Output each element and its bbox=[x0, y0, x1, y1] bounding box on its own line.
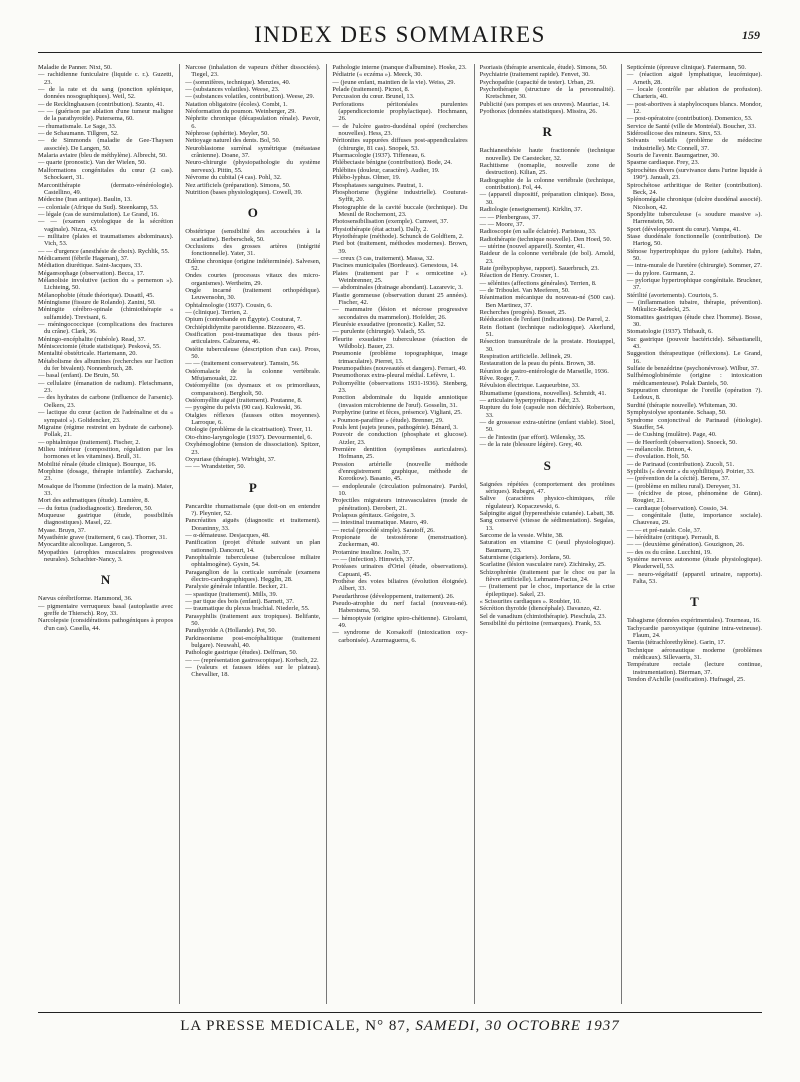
index-entry: Ponction abdominale du liquide amniotique (invasion microbienne de l'œuf). Gosselin, 31. bbox=[332, 394, 468, 409]
index-entry: — spastique (traitement). Mills, 39. bbox=[185, 590, 278, 598]
index-entry: — — et pré-natale. Cole, 37. bbox=[626, 526, 702, 534]
index-entry: Opium (contrebande en Égypte). Couturat, 7. bbox=[185, 316, 302, 324]
index-entry: — cardiaque (observation). Cossio, 34. bbox=[626, 504, 728, 512]
index-entry: Poliomyélite (observations 1931-1936). Stenberg, 23. bbox=[332, 379, 468, 395]
index-entry: — — Pfenbergrass, 37. bbox=[479, 213, 541, 221]
index-entry: Pathologie gastrique (études). Delfman, 50. bbox=[185, 649, 298, 657]
index-entry: Milieu intérieur (composition, régulation par les hormones et les vitamines). Brull, 31. bbox=[38, 445, 174, 461]
index-entry: Narcose (inhalation de vapeurs d'éther dissociées). Tiegel, 23. bbox=[185, 64, 321, 79]
index-entry: Radiothérapie (technique nouvelle). Den Hoed, 50. bbox=[479, 235, 612, 243]
index-entry: — par tique des bois (enfant). Barnett, 37. bbox=[185, 598, 294, 605]
index-entry: Stérilité (avortements). Courtois, 5. bbox=[626, 291, 718, 299]
index-entry: Solvants volatils (problème de médecine industrielle). Mc Connell, 37. bbox=[626, 137, 763, 152]
index-entry: Pancréatites aiguës (diagnostic et traitement). Doraninny, 33. bbox=[185, 517, 321, 532]
index-entry: Oxyhémoglobine (tension de dissociation). Spitzer, 23. bbox=[185, 441, 321, 456]
index-entry: Psychothérapie (structure de la personnalité). Kretschmer, 30. bbox=[479, 86, 615, 101]
index-entry: Réanimation mécanique du nouveau-né (500 cas). Ben Martinez, 37. bbox=[479, 294, 615, 309]
index-entry: Sel de vanadium (chimiothérapie). Pieschula, 23. bbox=[479, 612, 607, 620]
index-entry: Spirochétose arthritique de Reiter (contribution). Beck, 24. bbox=[626, 181, 763, 196]
page-number: 159 bbox=[742, 28, 760, 42]
index-entry: Rééducation de l'enfant (indications). De Parrel, 2. bbox=[479, 316, 611, 324]
index-entry: Schizophrénie (traitement par le choc ou par la fièvre artificielle). Lehmann-Facius, 24. bbox=[479, 568, 615, 583]
index-column-1 bbox=[38, 64, 173, 1004]
index-entry: — pyogène du pelvis (90 cas). Kulowski, 36. bbox=[185, 404, 302, 412]
index-entry: — (problème en milieu rural). Dereyser, 31. bbox=[626, 482, 741, 490]
index-entry: Réaction de Henry. Crosner, 1. bbox=[479, 272, 559, 280]
index-entry: Mentalité obstétricale. Hartemann, 20. bbox=[38, 350, 138, 358]
index-entry: — intra-murale de l'uretère (chirurgie). Sommer, 27. bbox=[626, 262, 762, 270]
index-entry: Mort des asthmatiques (étude). Lumière, 8. bbox=[38, 497, 150, 505]
index-entry: — des os du crâne. Lucchini, 19. bbox=[626, 548, 712, 556]
index-entry: Méningisme (fissure de Rolando). Zanini, 50. bbox=[38, 299, 156, 306]
index-entry: Morphine (dosage, thérapie infantile). Zacharski, 23. bbox=[38, 467, 174, 483]
index-entry: Pneumothorax extra-pleural médial. Lefèvre, 1. bbox=[332, 372, 455, 380]
index-entry: — de la rate (blessure légère). Grey, 40. bbox=[479, 441, 583, 449]
index-entry: Tendon d'Achille (ossification). Hufnagel, 25. bbox=[626, 676, 745, 684]
index-entry: Nettoyage naturel des dents. Bol, 50. bbox=[185, 137, 281, 145]
index-entry: Pouvoir de conduction (phosphate et glucose). Atzler, 23. bbox=[332, 431, 468, 446]
index-entry: — syndrome de Korsakoff (intoxication oxy-carbonisée). Azurmaguerra, 6. bbox=[332, 629, 468, 644]
index-entry: — de Recklinghausen (contribution). Szanto, 41. bbox=[38, 100, 165, 108]
index-entry: Mélanophobie (étude théorique). Dusattl, 45. bbox=[38, 291, 155, 299]
index-entry: — rhumatismale. Le Sage, 33. bbox=[38, 122, 117, 130]
index-entry: — mammaire (lésion et nécrose progressive secondaires du mammelon). Hofelder, 26. bbox=[332, 306, 468, 321]
index-entry: Parathyroïde A (Hollande). Pot, 50. bbox=[185, 627, 277, 635]
index-entry: Rate (préhypophyse, rapport). Sauerbruch, 23. bbox=[479, 264, 600, 272]
index-entry: Suggestion thérapeutique (réflexions). Le Grand, 16. bbox=[626, 350, 763, 365]
index-entry: — purulente (chirurgie). Valach, 55. bbox=[332, 328, 426, 336]
index-entry: Psoriasis (thérapie arsenicale, étude). Simons, 50. bbox=[479, 64, 608, 71]
index-entry: « Poumon-paraffine » (étude). Brenner, 29. bbox=[332, 416, 444, 424]
index-entry: Œdème chronique (origine indéterminée). Salvesen, 52. bbox=[185, 257, 321, 272]
index-entry: — d'ovulation. Holt, 50. bbox=[626, 453, 690, 461]
index-entry: Phlébo-lyphus. Olmer, 19. bbox=[332, 174, 401, 182]
index-entry: Malformations congénitales du cœur (2 cas). Schockaert, 31. bbox=[38, 166, 174, 182]
issue-date: SAMEDI, 30 OCTOBRE 1937 bbox=[415, 1018, 620, 1034]
index-entry: Rêve. Roger, 7. bbox=[479, 375, 520, 383]
index-entry: Pied bot (traitement, méthodes modernes). Brown, 39. bbox=[332, 240, 468, 255]
index-entry: Pseudo-atrophie du nerf facial (nouveau-né). Haberstsma, 50. bbox=[332, 600, 468, 615]
index-entry: Maladie de Panner. Nixt, 50. bbox=[38, 64, 112, 71]
index-entry: Sarcome de la vessie. White, 38. bbox=[479, 531, 564, 539]
index-column-4 bbox=[474, 64, 615, 1004]
index-entry: Spondylite tuberculeuse (« soudure massive »). Harrenstein, 50. bbox=[626, 210, 763, 226]
index-entry: — (jeune enfant, maintien de la vie). Weiss, 29. bbox=[332, 78, 456, 86]
index-entry: Neuro-chirurgie (physiopathologie du système nerveux). Pittin, 55. bbox=[185, 159, 321, 174]
index-entry: — — d'urgence (anesthésie de choix). Rychlik, 55. bbox=[38, 247, 170, 255]
index-entry: Natation obligatoire (écoles). Combt, 1. bbox=[185, 100, 288, 108]
section-letter: P bbox=[248, 479, 257, 495]
index-entry: Respiration artificielle. Jellinek, 29. bbox=[479, 353, 572, 361]
index-columns bbox=[38, 64, 762, 1004]
index-entry: Marconithérapie (dermato-vénéréologie). Castellino, 49. bbox=[38, 181, 174, 196]
index-entry: Pouls lent (sujets jeunes, pathogénie). Bénard, 3. bbox=[332, 423, 458, 431]
index-entry: Stase duodénale fonctionnelle (contribution). De Hartog, 50. bbox=[626, 232, 763, 248]
index-entry: Physiothérapie (état actuel). Dally, 2. bbox=[332, 225, 428, 233]
index-column-5 bbox=[621, 64, 762, 1004]
index-entry: Stomatologie (1937). Thibault, 6. bbox=[626, 328, 713, 336]
index-entry: — — (examen cytologique de la sécrétion vaginale). Nizza, 43. bbox=[38, 218, 174, 233]
index-entry: — post-abortives à staphylocoques blancs. Mondor, 12. bbox=[626, 100, 763, 116]
index-entry: Nævus cérébriforme. Hammond, 36. bbox=[38, 595, 133, 603]
index-entry: Phosphatases sanguines. Pautrat, 1. bbox=[332, 181, 424, 189]
index-entry: Perforations péritonéales purulentes (appendicectomie prophylactique). Hochmann, 26. bbox=[332, 100, 468, 123]
index-entry: Ossification post-traumatique des tissus péri-articulaires. Calzarena, 46. bbox=[185, 331, 321, 346]
index-entry: Piscines municipales (Bordeaux). Genestous, 14. bbox=[332, 262, 459, 270]
index-entry: Température rectale (lecture continue, instrumentation). Bierman, 37. bbox=[626, 661, 763, 676]
index-entry: Oto-rhino-laryngologie (1937). Devourmentel, 6. bbox=[185, 433, 313, 441]
index-entry: Tabagisme (données expérimentales). Tourneau, 16. bbox=[626, 617, 761, 625]
index-entry: Salpingite aiguë (hyperesthésie cutanée). Labatt, 38. bbox=[479, 509, 615, 517]
index-entry: Protamine insuline. Joslin, 37. bbox=[332, 548, 411, 556]
index-entry: Rachianesthésie haute fractionnée (technique nouvelle). De Caestecker, 32. bbox=[479, 147, 615, 162]
index-entry: Ostéomyélite aiguë (traitement). Poutanne, 8. bbox=[185, 397, 303, 405]
index-entry: Oxyuriase (thérapie). Wirbight, 37. bbox=[185, 455, 276, 463]
index-entry: — — (infection). Himwich, 37. bbox=[332, 556, 415, 564]
index-entry: Suc gastrique (pouvoir bactéricide). Sébastianelli, 43. bbox=[626, 335, 763, 351]
index-entry: — (traitement par le choc, importance de la crise épileptique). Sakel, 23. bbox=[479, 583, 615, 598]
index-entry: — sélénites (affections générales). Terrien, 8. bbox=[479, 279, 597, 287]
index-entry: — mélancolie. Brinon, 4. bbox=[626, 445, 693, 453]
index-entry: — (prévention de la cécité). Berens, 37. bbox=[626, 475, 730, 483]
index-entry: Migraine (régime restreint en hydrate de carbone). Pollak, 21. bbox=[38, 423, 174, 439]
index-entry: — de grossesse extra-utérine (enfant viable). Stoel, 50. bbox=[479, 419, 615, 434]
section-letter: R bbox=[542, 124, 552, 140]
index-entry: Méniscectomie (étude statistique). Pesková, 55. bbox=[38, 343, 161, 351]
index-entry: Sténose hypertrophique du pylore (adulte). Hahn, 50. bbox=[626, 247, 763, 262]
index-entry: Neuroblastome surrénal symétrique (métastase crânienne). Doane, 37. bbox=[185, 144, 321, 160]
index-entry: Taenia (tétrachlorethylène). Garin, 17. bbox=[626, 639, 726, 647]
index-entry: Suppuration chronique de l'oreille (opération ?). Ledoux, 8. bbox=[626, 387, 763, 402]
index-entry: Myocardite alcoolique. Langeron, 5. bbox=[38, 541, 133, 549]
index-entry: Péritonites suppurées diffuses post-appendiculaires (chirurgie, 81 cas). Snopek, 53. bbox=[332, 137, 468, 152]
index-entry: Projectiles migrateurs intravasculaires (mode de pénétration). Derobert, 21. bbox=[332, 497, 468, 512]
index-entry: Salive (caractères physico-chimiques, rôle régulateur). Kopaczewski, 6. bbox=[479, 495, 615, 510]
index-entry: Méningite cérébro-spinale (chimiothérapie « sulfamide). Trevisani, 6. bbox=[38, 306, 174, 321]
index-entry: Muqueuse gastrique (étude, possibilités diagnostiques). Masel, 22. bbox=[38, 511, 174, 527]
index-entry: Néoformation du poumon. Weinberger, 29. bbox=[185, 108, 296, 116]
section-letter: T bbox=[690, 594, 699, 610]
index-entry: Symphysiolyse spontanée. Schaap, 50. bbox=[626, 409, 727, 417]
index-entry: Protéases urinaires d'Oriel (étude, observations). Capuani, 45. bbox=[332, 563, 468, 578]
index-entry: — neuro-végétatif (appareil urinaire, rapports). Falta, 53. bbox=[626, 570, 763, 586]
index-entry: Nutrition (bases physiologiques). Cowell, 39. bbox=[185, 188, 303, 196]
index-entry: Sensibilité du péritoine (remarques). Frank, 53. bbox=[479, 620, 602, 628]
index-entry: Sécrétion thyroïde (diencéphale). Davanzo, 42. bbox=[479, 605, 601, 613]
index-entry: — de Parinaud (contribution). Zucoli, 51. bbox=[626, 460, 735, 468]
index-entry: Phosphorisme (hygiène industrielle). Couturat-Syffit, 20. bbox=[332, 188, 468, 204]
index-entry: — rectal (procédé simple). Saratoff, 26. bbox=[332, 526, 435, 534]
page-footer bbox=[38, 1012, 762, 1037]
index-entry: « Scissurites cardiaques ». Roubier, 10. bbox=[479, 598, 581, 605]
index-entry: — de l'intestin (par effort). Wilensky, 35. bbox=[479, 433, 586, 441]
index-entry: Saignées répétées (comportement des protéines sériques). Rubegni, 47. bbox=[479, 480, 615, 495]
index-entry: — — (deuxième génération). Gouzignon, 26. bbox=[626, 541, 745, 549]
index-entry: Pédiatrie (« eczéma »). Meeck, 30. bbox=[332, 71, 423, 79]
index-entry: Porphyrine (urine et fèces, présence). Vigliani, 25. bbox=[332, 409, 463, 417]
index-entry: — de Heerfordt (observation). Snoeck, 50. bbox=[626, 438, 737, 446]
section-letter: S bbox=[543, 457, 551, 473]
index-entry: — utérine (nouvel appareil). Szenter, 41. bbox=[479, 242, 585, 250]
index-entry: Saturation en vitamine C (seuil physiologique). Baumann, 23. bbox=[479, 539, 615, 554]
index-entry: — du pylore. Gurmann, 2. bbox=[626, 269, 695, 277]
index-entry: — (clinique). Terrien, 2. bbox=[185, 308, 248, 316]
index-entry: — — (guérison par ablation d'une tumeur maligne de la parathyroïde). Putersema, 60. bbox=[38, 108, 174, 123]
index-entry: — militaire (plaies et traumatismes abdominaux). Vich, 53. bbox=[38, 232, 174, 248]
index-entry: Obstétrique (sensibilité des accouchées à la scarlatine). Berberschek, 50. bbox=[185, 228, 321, 243]
index-entry: Myopathies (atrophies musculaires progressives neurales). Schachter-Nancy, 3. bbox=[38, 548, 174, 564]
index-entry: Mélanolisie involutive (action du « pernemon »). Lichteing, 50. bbox=[38, 276, 174, 292]
index-entry: Pelade (traitement). Picnot, 8. bbox=[332, 86, 410, 94]
index-entry: Pyothorax (données statistiques). Missira, 26. bbox=[479, 108, 598, 116]
index-entry: — lactique du cœur (action de l'adrénaline et du « sympatol »). Goltdencker, 23. bbox=[38, 409, 174, 424]
index-entry: Pathologie interne (manque d'albumine). Hoske, 23. bbox=[332, 64, 467, 71]
index-entry: Rachitisme (nomaplie, nouvelle zone de destruction). Kilian, 25. bbox=[479, 162, 615, 177]
index-entry: Sport (développement du cœur). Vampa, 41. bbox=[626, 225, 741, 233]
index-entry: Méningo-encéphalite (rubéole). Read, 37. bbox=[38, 335, 146, 343]
index-entry: Rein flottant (technique radiologique). Akerlund, 51. bbox=[479, 323, 615, 338]
index-entry: Mégaœsophage (observation). Becca, 17. bbox=[38, 269, 145, 277]
index-entry: Spirochètes divers (survivance dans l'urine liquide à 190°). Januali, 23. bbox=[626, 166, 763, 182]
index-entry: — de Simmonds (maladie de Gee-Thaysen associée). De Langen, 50. bbox=[38, 137, 174, 152]
index-entry: Ongle incarné (traitement orthopédique). Leuwensohn, 30. bbox=[185, 286, 321, 302]
index-entry: Sulfhémoglobinémie (origine : intoxication médicamenteuse). Polak Daniels, 50. bbox=[626, 372, 763, 387]
index-entry: Psychiatrie (traitement rapide). Fenvet, 30. bbox=[479, 71, 590, 79]
index-entry: Système nerveux autonome (étude physiologique). Pleaderwell, 53. bbox=[626, 556, 763, 571]
index-entry: Phytothérapie (méthode). Schunck de Goldfiem, 2. bbox=[332, 232, 464, 240]
index-entry: Syndrome conjonctival de Parinaud (étiologie). Stauffer, 54. bbox=[626, 416, 763, 431]
index-entry: Mosaïque de l'homme (infection de la main). Maier, 33. bbox=[38, 482, 174, 497]
index-entry: Service de Santé (ville de Montréal). Boucher, 33. bbox=[626, 122, 756, 130]
issue-number: N° 87, bbox=[365, 1018, 411, 1034]
index-entry: Résection transurétrale de la prostate. Houtappel, 30. bbox=[479, 338, 615, 353]
index-entry: Pneumonie (problème topographique, image trimaculaire). Pierret, 13. bbox=[332, 350, 468, 365]
page-title: INDEX DES SOMMAIRES bbox=[254, 22, 546, 47]
index-entry: Pression artérielle (nouvelle méthode d'enregistrement graphique, méthode de Korotkow). Basanio, 45. bbox=[332, 460, 468, 483]
index-entry: — (réaction aiguë lymphatique, leucémique). Arneth, 28. bbox=[626, 71, 763, 86]
index-entry: — articulaire hyperpyrétique. Fahr, 23. bbox=[479, 397, 581, 405]
index-entry: Ostéite tuberculeuse (description d'un cas). Pross, 50. bbox=[185, 345, 321, 361]
index-entry: Néphrite chronique (décapsulation rénale). Pavoir, 6. bbox=[185, 115, 321, 130]
index-entry: — abdominales (drainage abondant). Lazarevic, 3. bbox=[332, 284, 463, 292]
index-entry: Plaies (traitement par l' « ormicetine »). Weinbrenner, 25. bbox=[332, 269, 468, 284]
index-column-3 bbox=[326, 64, 467, 1004]
index-entry: Sang conservé (vitesse de sédimentation). Segalas, 13. bbox=[479, 517, 615, 532]
index-entry: Médecine (Iran antique). Baulin, 13. bbox=[38, 196, 132, 204]
index-entry: — creux (3 cas, traitement). Massa, 32. bbox=[332, 254, 434, 262]
index-entry: Radioscopie (en salle éclairée). Paristeau, 33. bbox=[479, 228, 597, 236]
index-entry: — — Wrandstetter, 50. bbox=[185, 463, 246, 471]
index-entry: — de Cushing (mulâtre). Page, 40. bbox=[626, 431, 717, 439]
index-entry: — cellulaire (émanation de radium). Fleischmann, 23. bbox=[38, 379, 174, 395]
index-entry: — α-démateuse. Desjacques, 48. bbox=[185, 531, 270, 539]
index-entry: Occlusions des grosses artères (intégrité fonctionnelle). Yater, 31. bbox=[185, 242, 321, 258]
index-entry: Ostéomalacie de la colonne vertébrale. Mfujamouakt, 22. bbox=[185, 367, 321, 383]
index-entry: Panification (projet d'étude suivant un plan rationnel). Dancourt, 14. bbox=[185, 539, 321, 554]
index-entry: Sulfate de benzédrine (psychonévrose). Wilbur, 37. bbox=[626, 365, 759, 373]
index-entry: — de Schaumann. Tillgren, 52. bbox=[38, 130, 119, 138]
index-entry: Métabolisme des albumines (recherches sur l'action du fer bivalent). Nonnenbruch, 28. bbox=[38, 357, 174, 373]
index-entry: Radiographie de la colonne vertébrale (technique, contribution). Fol, 44. bbox=[479, 176, 615, 192]
footer-line bbox=[38, 1018, 762, 1035]
index-entry: Souris de l'avenir. Baumgartner, 30. bbox=[626, 152, 720, 160]
index-entry: — ophtalmique (traitement). Fischer, 2. bbox=[38, 438, 141, 446]
index-entry: Médicament (fébrile Hagenan), 37. bbox=[38, 254, 129, 262]
index-entry: Néphrose (sphérite). Meyler, 50. bbox=[185, 130, 269, 138]
index-entry: Ophtalmologie (1937). Cousin, 6. bbox=[185, 301, 273, 309]
index-entry: Recherches (progrès). Bosset, 25. bbox=[479, 308, 567, 316]
index-entry: Otologie (problème de la cicatrisation). Treer, 11. bbox=[185, 426, 313, 434]
index-entry: Parkinsonisme post-encéphalitique (traitement bulgare). Neuwahl, 40. bbox=[185, 634, 321, 650]
index-entry: Paraganglion de la corticale surrénale (examens électro-cardiographiques). Hegglin, 28. bbox=[185, 568, 321, 583]
index-entry: Plastie gommeuse (observation durant 25 années). Fischer, 42. bbox=[332, 291, 468, 306]
index-entry: — — Moore, 37. bbox=[479, 220, 525, 228]
index-entry: Pleurite exsudative tuberculeuse (réaction de Wildbolz). Bauer, 23. bbox=[332, 335, 468, 351]
index-entry: Narcolepsie (considérations pathogéniques à propos d'un cas). Casella, 44. bbox=[38, 617, 174, 632]
index-entry: — héréditaire (critique). Perrault, 8. bbox=[626, 534, 720, 541]
index-entry: Propionate de testostérone (menstruation). Zuckerman, 40. bbox=[332, 534, 468, 549]
index-entry: Raideur de la colonne vertébrale (de bol). Arnold, 23. bbox=[479, 250, 615, 265]
index-entry: Réunion de gastro-entérologie de Marseille, 1936. bbox=[479, 367, 609, 375]
index-entry: Médiation diurétique. Saint-Jacques, 33. bbox=[38, 262, 143, 270]
index-entry: — traumatique du plexus brachial. Niederle, 55. bbox=[185, 605, 310, 613]
index-entry: Publicité (ses pompes et ses œuvres). Mauriac, 14. bbox=[479, 100, 610, 108]
index-entry: — (récidive de ptose, phénomène de Günn). Rougier, 21. bbox=[626, 489, 763, 505]
index-entry: Névrome du cubital (4 cas). Pohl, 32. bbox=[185, 174, 282, 182]
section-letter: N bbox=[100, 572, 111, 588]
index-entry: Photographie de la cavité buccale (technique). Du Mesnil de Rochemont, 23. bbox=[332, 203, 468, 218]
index-entry: Pseudarthrose (développement, traitement). 26. bbox=[332, 592, 455, 600]
index-entry: Malaria aviaire (bleu de méthylène). Albrecht, 50. bbox=[38, 152, 167, 160]
index-entry: Tachycardie paroxystique (quinine intra-veineuse). Flaum, 24. bbox=[626, 624, 763, 640]
index-entry: Restauration de la peau du pénis. Brown, 38. bbox=[479, 360, 596, 368]
index-entry: — de Triboulet. Van Meeferen, 50. bbox=[479, 286, 570, 294]
index-entry: Myasthénie grave (traitement, 6 cas). Thorner, 31. bbox=[38, 534, 168, 541]
index-entry: — post-opératoire (contribution). Domenico, 53. bbox=[626, 115, 753, 123]
index-entry: Pharmacologie (1937). Tiffeneau, 6. bbox=[332, 152, 426, 160]
index-entry: Psychopathie (capacité de tester). Urban, 29. bbox=[479, 78, 595, 86]
index-entry: — rachidienne funiculaire (liquide c. r.). Guzetti, 23. bbox=[38, 71, 174, 86]
index-entry: — (inflammation tubaire, thérapie, prévention). Mikulicz-Radecki, 25. bbox=[626, 299, 763, 314]
index-entry: Prothèse des voies biliaires (évolution éloignée). Albert, 33. bbox=[332, 578, 468, 593]
index-entry: Myase. Bruyn, 37. bbox=[38, 526, 86, 534]
index-entry: Parasyphilis (traitement aux tropiques). Belifante, 50. bbox=[185, 612, 321, 628]
index-entry: — quarte (pronostic). Van der Wielen, 50. bbox=[38, 159, 147, 167]
index-entry: Ostéomyélite (os dysmaux et os primordiaux, comparaison). Bergholt, 50. bbox=[185, 382, 321, 397]
index-entry: Révulsion électrique. Laqueurbine, 33. bbox=[479, 382, 580, 390]
index-entry: Spasme cardiaque. Frey, 23. bbox=[626, 159, 700, 167]
index-entry: Pneumopathies (nouveautés et dangers). Ferrari, 49. bbox=[332, 365, 467, 373]
index-entry: — (valeurs et fausses idées sur le plateau). Chevallier, 18. bbox=[185, 664, 321, 679]
index-entry: Stomatites gastriques (étude chez l'homme). Bosse, 30. bbox=[626, 313, 763, 329]
index-entry: — pigmentaire verruqueux basal (autoplastie avec greffe de Thiersch). Roy, 33. bbox=[38, 602, 174, 618]
index-entry: — intestinal traumatique. Mauro, 49. bbox=[332, 519, 429, 527]
index-entry: — (substances volatiles). Weese, 23. bbox=[185, 86, 280, 94]
index-entry: Surdité (thérapie nouvelle). Whiteman, 30. bbox=[626, 401, 737, 409]
index-entry: Saturnisme (cigariers). Jordans, 50. bbox=[479, 553, 571, 561]
index-entry: — du fœtus (radiodiagnostic). Brederon, 50. bbox=[38, 504, 153, 512]
index-entry: — — (représentation gastroscopique). Korbsch, 22. bbox=[185, 656, 319, 664]
index-entry: — endopleurale (circulation pulmonaire). Pardol, 10. bbox=[332, 482, 468, 497]
index-entry: Scarlatine (lésion vasculaire rare). Zichinsky, 25. bbox=[479, 561, 606, 569]
index-entry: Prolapsus génitaux. Grégoire, 3. bbox=[332, 511, 416, 519]
index-entry: Pleurésie exsudative (pronostic). Kaller, 52. bbox=[332, 321, 446, 329]
index-entry: — congénitale (lutte, importance sociale). Chauveau, 29. bbox=[626, 511, 763, 527]
index-entry: — (appareil dispositif, préparation clinique). Boss, 30. bbox=[479, 191, 615, 206]
index-entry: — hémoptysie (origine spiro-chétienne). Girolami, 49. bbox=[332, 614, 468, 630]
index-entry: Phlébectasie bénigne (contribution). Bode, 24. bbox=[332, 159, 453, 167]
index-entry: — (somnifères, technique). Menzies, 40. bbox=[185, 78, 291, 86]
index-entry: Splénomégalie chronique (ulcère duodénal associé). Nicolson, 42. bbox=[626, 196, 763, 211]
index-entry: Otalgies réflexes (fausses otites moyennes). Larroque, 6. bbox=[185, 411, 321, 427]
index-entry: — coloniale (Afrique du Sud). Steenkamp, 53. bbox=[38, 203, 159, 211]
index-entry: Sidérosilicose des mineurs. Sinx, 53. bbox=[626, 130, 722, 138]
index-entry: — de l'ulcère gastro-duodénal opéré (recherches nouvelles). Hess, 23. bbox=[332, 122, 468, 138]
index-entry: — pylorique hypertrophique congénitale. Bruckner, 37. bbox=[626, 276, 763, 292]
index-entry: Photosensibilisation (exemple). Cumwet, 37. bbox=[332, 218, 449, 226]
index-entry: Pancardite rhumatismale (que doit-on en entendre ?). Pleynier, 52. bbox=[185, 502, 321, 517]
index-entry: Rhumatisme (questions, nouvelles). Schmidt, 41. bbox=[479, 389, 607, 397]
index-entry: Première dentition (symptômes auriculaires). Hofmann, 25. bbox=[332, 445, 468, 461]
index-entry: Technique aéronautique moderne (problèmes médicaux). Sillevaerts, 31. bbox=[626, 646, 763, 662]
index-entry: Paralysie générale infantile. Becker, 21. bbox=[185, 583, 288, 591]
section-letter: O bbox=[247, 205, 258, 221]
index-entry: — locale (contrôle par ablation de profusion). Charteris, 40. bbox=[626, 86, 763, 101]
index-entry: — (substances volatiles, contribution). Weese, 29. bbox=[185, 93, 315, 101]
index-entry: Mobilité rénale (étude clinique). Bourque, 16. bbox=[38, 460, 157, 468]
index-entry: Rupture du foie (capsule non déchirée). Robertson, 33. bbox=[479, 404, 615, 419]
index-entry: — légale (cas de sursimulation). Le Grand, 16. bbox=[38, 210, 159, 218]
index-entry: Panophtalmie tuberculeuse (tuberculose miliaire ophtalmogène). Gysin, 54. bbox=[185, 553, 321, 569]
index-entry: — — (traitement conservateur). Tamsin, 56. bbox=[185, 360, 300, 368]
index-entry: — des hydrates de carbone (influence de l'arsenic). Oelkers, 23. bbox=[38, 394, 174, 409]
index-entry: Radiologie (enseignement). Kirklin, 37. bbox=[479, 206, 583, 214]
index-entry: Ondes courtes (processus vitaux des micro-organismes). Wertheim, 29. bbox=[185, 272, 321, 287]
index-entry: Syphilis (« devenir » du syphilitique). Poirier, 33. bbox=[626, 467, 755, 475]
index-entry: — méningococcique (complications des fractures du crâne). Clark, 36. bbox=[38, 321, 174, 336]
index-entry: Nez artificiels (préparation). Simons, 50. bbox=[185, 181, 291, 189]
index-column-2 bbox=[179, 64, 320, 1004]
index-entry: Percussion du cœur. Brunel, 13. bbox=[332, 93, 415, 101]
page-header bbox=[38, 22, 762, 53]
index-entry: Septicémie (épreuve clinique). Fatermann, 50. bbox=[626, 64, 747, 71]
journal-name: LA PRESSE MEDICALE, bbox=[180, 1018, 361, 1034]
index-entry: — basal (enfant). De Bruin, 50. bbox=[38, 372, 120, 380]
index-entry: Phlébites (douleur, caractère). Audier, 19. bbox=[332, 166, 440, 174]
index-entry: — de la rate et du sang (ponction splénique, données nosographiques). Weil, 52. bbox=[38, 86, 174, 101]
index-entry: Orchiépididymite parotidienne. Bizzozero, 45. bbox=[185, 323, 305, 331]
